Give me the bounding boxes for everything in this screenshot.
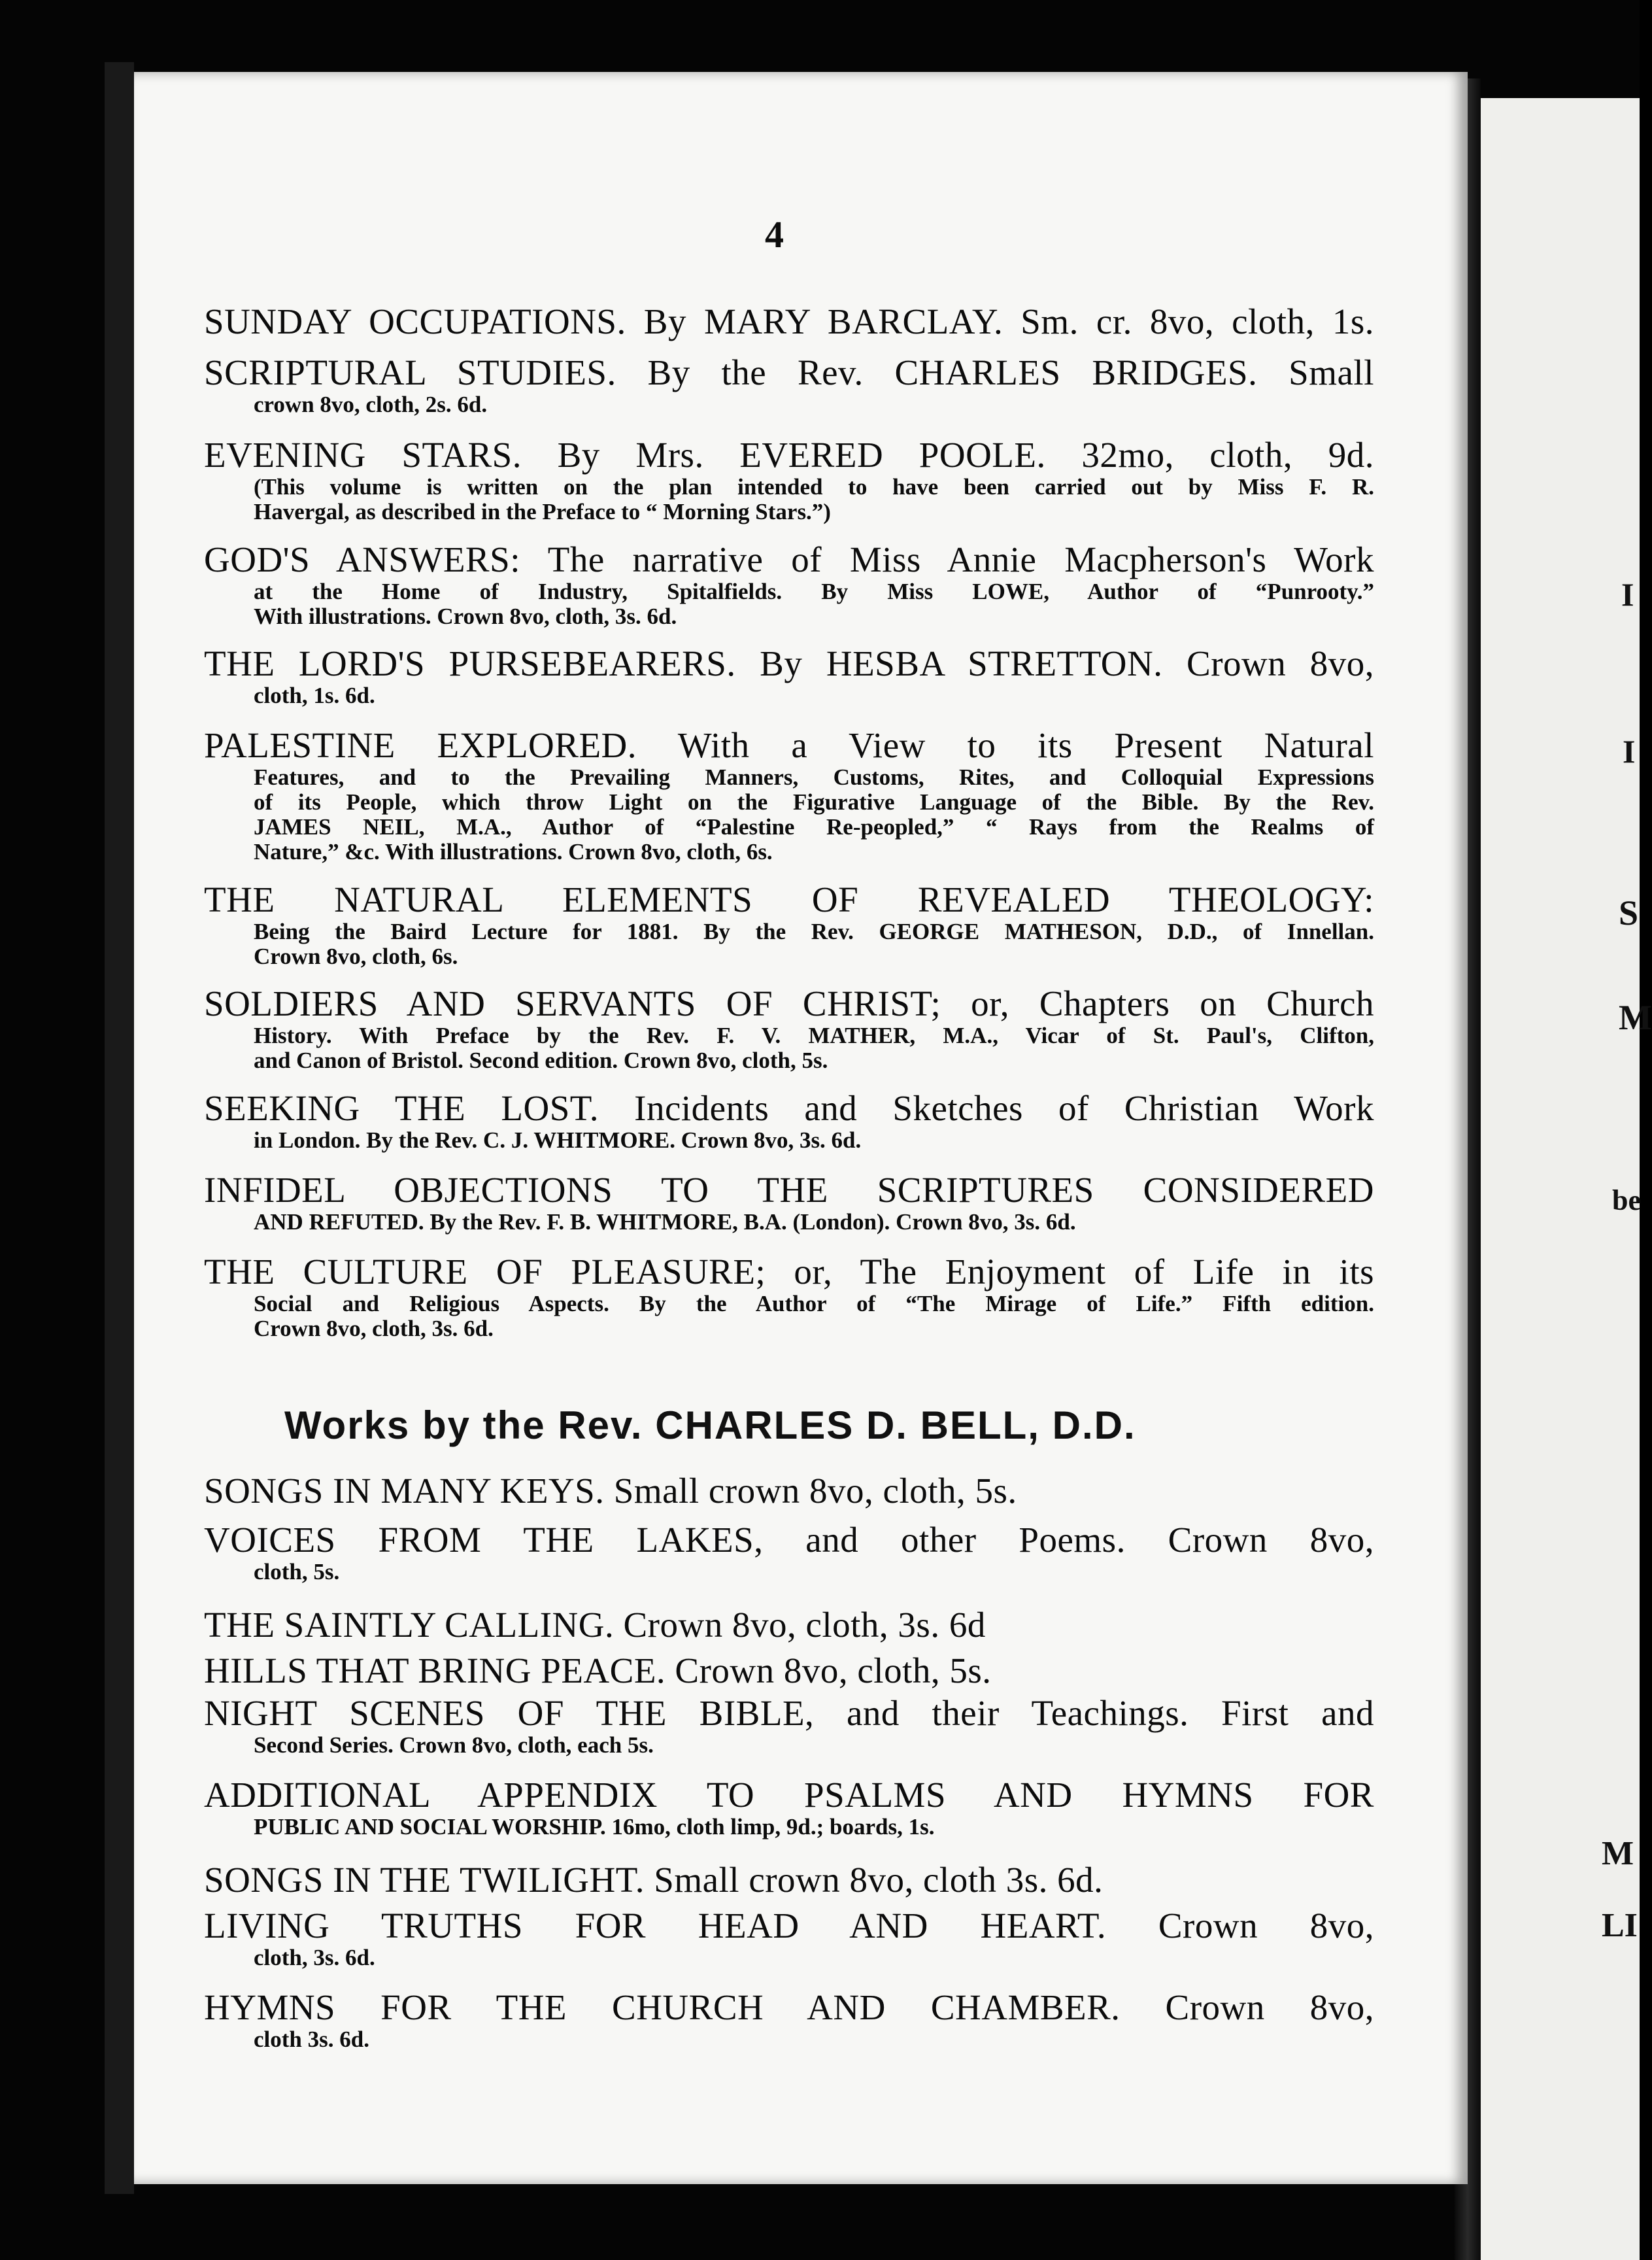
entry-description	[204, 1023, 1374, 1073]
entry-description-line: of its People, which throw Light on the Figurative Language of the Bible. By the Rev.	[254, 789, 1374, 815]
entry-description-line: cloth, 3s. 6d.	[254, 1945, 375, 1970]
entry-title-line: SONGS IN THE TWILIGHT. Small crown 8vo, cloth 3s. 6d.	[204, 1860, 1104, 1900]
catalogue-entry	[204, 1605, 1374, 1645]
catalogue-entry	[204, 1520, 1374, 1584]
catalogue-entry	[204, 1775, 1374, 1840]
entry-title-line: INFIDEL OBJECTIONS TO THE SCRIPTURES CONSIDERED	[204, 1170, 1374, 1210]
entry-description-line: cloth, 5s.	[254, 1559, 340, 1584]
entry-description	[204, 392, 1374, 417]
entry-description-line: Being the Baird Lecture for 1881. By the Rev. GEORGE MATHESON, D.D., of Innellan.	[254, 919, 1374, 944]
entry-title-line: THE LORD'S PURSEBEARERS. By HESBA STRETTON. Crown 8vo,	[204, 643, 1374, 683]
entry-description-line: (This volume is written on the plan intended to have been carried out by Miss F. R.	[254, 474, 1374, 500]
facing-page-fragment: I	[1623, 733, 1636, 770]
entry-description-line: History. With Preface by the Rev. F. V. MATHER, M.A., Vicar of St. Paul's, Clifton,	[254, 1023, 1374, 1048]
entry-description	[204, 2027, 1374, 2052]
entry-description	[204, 1815, 1374, 1840]
entry-description-line: cloth 3s. 6d.	[254, 2027, 369, 2052]
entry-description-line: Nature,” &c. With illustrations. Crown 8vo, cloth, 6s.	[254, 839, 773, 865]
entry-description	[204, 1128, 1374, 1153]
entry-description	[204, 475, 1374, 524]
entry-title-line: NIGHT SCENES OF THE BIBLE, and their Teachings. First and	[204, 1693, 1374, 1733]
entry-description	[204, 1210, 1374, 1235]
entry-title-line: THE CULTURE OF PLEASURE; or, The Enjoyment of Life in its	[204, 1252, 1374, 1292]
catalogue-entry	[204, 880, 1374, 969]
catalogue-entry	[204, 726, 1374, 865]
entry-description-line: PUBLIC AND SOCIAL WORSHIP. 16mo, cloth limp, 9d.; boards, 1s.	[254, 1814, 935, 1840]
facing-page-fragment: M	[1619, 998, 1652, 1037]
catalogue-entry	[204, 353, 1374, 417]
entry-description	[204, 1292, 1374, 1341]
entry-description-line: Crown 8vo, cloth, 3s. 6d.	[254, 1316, 494, 1341]
facing-page-fragment: be	[1612, 1184, 1641, 1216]
catalogue-entry	[204, 1694, 1374, 1758]
entry-description-line: at the Home of Industry, Spitalfields. By Miss LOWE, Author of “Punrooty.”	[254, 579, 1374, 604]
entry-title-line: PALESTINE EXPLORED. With a View to its Present Natural	[204, 725, 1374, 765]
entry-description-line: in London. By the Rev. C. J. WHITMORE. Crown 8vo, 3s. 6d.	[254, 1127, 862, 1153]
entry-description	[204, 919, 1374, 969]
entry-description	[204, 1560, 1374, 1584]
facing-page-fragment: I	[1621, 576, 1634, 613]
entry-description	[204, 1733, 1374, 1758]
entry-description	[204, 683, 1374, 708]
catalogue-entry	[204, 1171, 1374, 1235]
entry-title-line: SOLDIERS AND SERVANTS OF CHRIST; or, Chapters on Church	[204, 984, 1374, 1023]
facing-page-fragment: M	[1602, 1835, 1634, 1872]
catalogue-entry	[204, 1906, 1374, 1970]
entry-title-line: SUNDAY OCCUPATIONS. By MARY BARCLAY. Sm. cr. 8vo, cloth, 1s.	[204, 301, 1374, 341]
facing-page-fragment: LI	[1602, 1907, 1638, 1944]
entry-description-line: With illustrations. Crown 8vo, cloth, 3s. 6d.	[254, 604, 677, 629]
catalogue-entry	[204, 302, 1374, 341]
entry-description-line: JAMES NEIL, M.A., Author of “Palestine Re-peopled,” “ Rays from the Realms of	[254, 814, 1374, 840]
entry-title-line: SEEKING THE LOST. Incidents and Sketches of Christian Work	[204, 1088, 1374, 1128]
catalogue-entry	[204, 984, 1374, 1073]
entry-description-line: crown 8vo, cloth, 2s. 6d.	[254, 392, 488, 417]
entry-title-line: SCRIPTURAL STUDIES. By the Rev. CHARLES BRIDGES. Small	[204, 352, 1374, 392]
entry-title-line: SONGS IN MANY KEYS. Small crown 8vo, cloth, 5s.	[204, 1471, 1017, 1511]
entry-description-line: Havergal, as described in the Preface to “ Morning Stars.”)	[254, 499, 831, 524]
entry-title-line: THE NATURAL ELEMENTS OF REVEALED THEOLOGY:	[204, 880, 1374, 919]
entry-title-line: THE SAINTLY CALLING. Crown 8vo, cloth, 3s. 6d	[204, 1605, 986, 1645]
catalogue-entry	[204, 1860, 1374, 1900]
entry-title-line: LIVING TRUTHS FOR HEAD AND HEART. Crown 8vo,	[204, 1906, 1374, 1945]
entry-description-line: Features, and to the Prevailing Manners, Customs, Rites, and Colloquial Expressions	[254, 764, 1374, 790]
facing-page-fragment: S	[1619, 893, 1639, 933]
entry-description	[204, 579, 1374, 629]
catalogue-entry	[204, 1252, 1374, 1341]
catalogue-entry	[204, 1471, 1374, 1511]
entry-description-line: Social and Religious Aspects. By the Author of “The Mirage of Life.” Fifth edition.	[254, 1291, 1374, 1316]
entry-title-line: VOICES FROM THE LAKES, and other Poems. Crown 8vo,	[204, 1520, 1374, 1560]
catalogue-entry	[204, 1089, 1374, 1153]
entry-description-line: cloth, 1s. 6d.	[254, 683, 375, 708]
catalogue-entry	[204, 540, 1374, 629]
entry-description-line: Crown 8vo, cloth, 6s.	[254, 944, 458, 969]
entry-description-line: Second Series. Crown 8vo, cloth, each 5s.	[254, 1732, 654, 1758]
catalogue-entry	[204, 644, 1374, 708]
section-heading: Works by the Rev. CHARLES D. BELL, D.D.	[284, 1403, 1136, 1447]
catalogue-entry	[204, 436, 1374, 524]
catalogue-entry	[204, 1651, 1374, 1690]
entry-description-line: and Canon of Bristol. Second edition. Crown 8vo, cloth, 5s.	[254, 1048, 828, 1073]
entry-title-line: GOD'S ANSWERS: The narrative of Miss Annie Macpherson's Work	[204, 539, 1374, 579]
page-edge	[105, 62, 134, 2194]
entry-description-line: AND REFUTED. By the Rev. F. B. WHITMORE, B.A. (London). Crown 8vo, 3s. 6d.	[254, 1209, 1076, 1235]
entry-description	[204, 1945, 1374, 1970]
entry-title-line: HYMNS FOR THE CHURCH AND CHAMBER. Crown 8vo,	[204, 1987, 1374, 2027]
page-number: 4	[765, 213, 784, 256]
catalogue-entry	[204, 1988, 1374, 2052]
entry-title-line: HILLS THAT BRING PEACE. Crown 8vo, cloth, 5s.	[204, 1651, 992, 1690]
entry-title-line: ADDITIONAL APPENDIX TO PSALMS AND HYMNS FOR	[204, 1775, 1374, 1815]
entry-title-line: EVENING STARS. By Mrs. EVERED POOLE. 32mo, cloth, 9d.	[204, 435, 1374, 475]
entry-description	[204, 765, 1374, 865]
